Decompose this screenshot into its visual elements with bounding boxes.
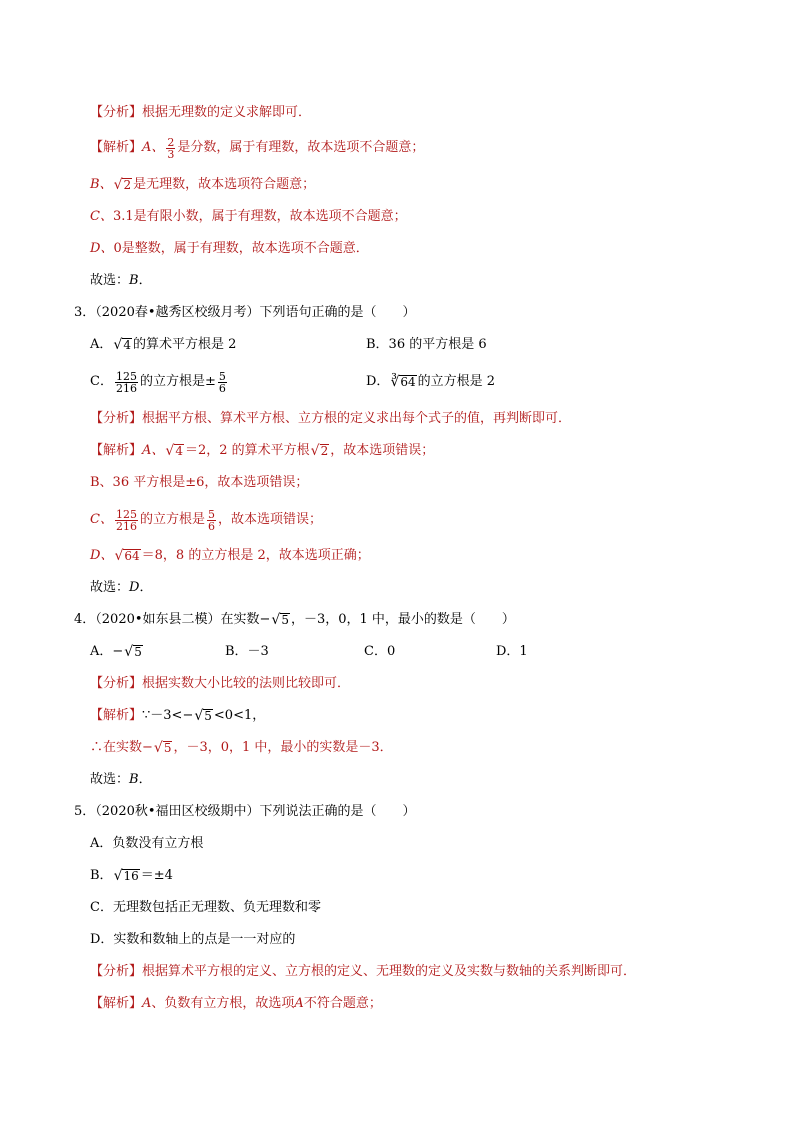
q4-option-c[interactable]: C．0	[364, 644, 396, 659]
q2-analysis	[90, 103, 311, 123]
q3-solution-c: C、 $\frac{125}{216}$ 的立方根是 $\frac{5}{6}$ ，故本选项错误；	[90, 507, 322, 533]
q3-solution-d: D、 √ 64 ＝8，8 的立方根是 2，故本选项正确；	[90, 548, 370, 564]
q5-option-c[interactable]: C．无理数包括正无理数、负无理数和零	[90, 900, 321, 915]
radical: √ 4	[165, 443, 183, 459]
q4-answer: 故选： B ．	[90, 772, 152, 787]
q5-solution-a: 【解析】 A 、负数有立方根，故选项 A 不符合题意；	[90, 996, 382, 1011]
q4-solution-1: 【解析】 ∵－3<− √ 5 <0<1，	[90, 708, 266, 724]
q4-option-b[interactable]: B．－3	[225, 644, 269, 659]
q4-solution-2: ∴在实数− √ 5 ，－3，0，1 中，最小的实数是－3．	[90, 740, 393, 756]
q3-answer: 故选： D ．	[90, 580, 153, 595]
q5-option-a[interactable]: A．负数没有立方根	[90, 836, 204, 851]
fraction: $\frac{5}{6}$	[218, 369, 226, 395]
q3-analysis: 【分析】 根据平方根、算术平方根、立方根的定义求出每个式子的值，再判断即可．	[90, 411, 572, 426]
radical: √ 5	[124, 644, 142, 660]
fraction: $\frac{5}{6}$	[207, 507, 215, 533]
radical: √ 64	[114, 548, 140, 564]
radical: ∛ 64	[390, 374, 416, 390]
q2-answer: 故选： B ．	[90, 273, 152, 288]
q3-solution-b: B、36 平方根是±6，故本选项错误；	[90, 475, 309, 490]
q3-option-d[interactable]: D． ∛ 64 的立方根是 2	[366, 374, 496, 390]
q3-stem: 3．（2020春•越秀区校级月考）下列语句正确的是（ ）	[74, 305, 416, 320]
q5-analysis: 【分析】 根据算术平方根的定义、立方根的定义、无理数的定义及实数与数轴的关系判断即可．	[90, 964, 637, 979]
q5-option-d[interactable]: D．实数和数轴上的点是一一对应的	[90, 932, 296, 947]
radical: √ 5	[271, 612, 289, 628]
radical: √ 2	[310, 443, 329, 459]
solution-tag: 【解析】	[90, 140, 143, 155]
q3-option-a[interactable]: A． √ 4 的算术平方根是 2	[90, 337, 237, 353]
fraction: $\frac{125}{216}$	[115, 507, 137, 533]
radical: √ 5	[153, 740, 172, 756]
q5-stem: 5．（2020秋•福田区校级期中）下列说法正确的是（ ）	[74, 804, 416, 819]
q2-solution-a: 【解析】 A、 $\frac{2}{3}$ 是分数，属于有理数，故本选项不合题意；	[90, 135, 425, 161]
q3-solution-a: 【解析】 A、 √ 4 ＝2，2 的算术平方根 √ 2 ，故本选项错误；	[90, 443, 435, 459]
q4-option-a[interactable]: A．− √ 5	[90, 644, 142, 660]
q4-stem: 4．（2020•如东县二模）在实数− √ 5 ，－3，0，1 中，最小的数是（ ）	[74, 612, 515, 628]
q3-option-c[interactable]: C． $\frac{125}{216}$ 的立方根是± $\frac{5}{6}$	[90, 369, 226, 395]
q4-analysis: 【分析】 根据实数大小比较的法则比较即可．	[90, 676, 351, 691]
radical: √ 5	[194, 708, 212, 724]
q3-option-b[interactable]: B．36 的平方根是 6	[366, 337, 487, 352]
radical: √ 4	[113, 337, 131, 353]
q4-option-d[interactable]: D．1	[496, 644, 528, 659]
q2-solution-c: C、 3.1是有限小数，属于有理数，故本选项不合题意；	[90, 209, 407, 224]
fraction: $\frac{2}{3}$	[167, 135, 175, 161]
q2-solution-b: B、 √ 2 是无理数，故本选项符合题意；	[90, 177, 316, 193]
radical: √ 2	[113, 177, 132, 193]
q5-option-b[interactable]: B． √ 16 ＝±4	[90, 868, 173, 884]
analysis-tag: 【分析】	[90, 105, 143, 120]
analysis-text: 根据无理数的定义求解即可．	[142, 105, 312, 120]
radical: √ 16	[113, 868, 139, 884]
fraction: $\frac{125}{216}$	[115, 369, 137, 395]
q2-solution-d: D、 0是整数，属于有理数，故本选项不合题意．	[90, 241, 369, 256]
